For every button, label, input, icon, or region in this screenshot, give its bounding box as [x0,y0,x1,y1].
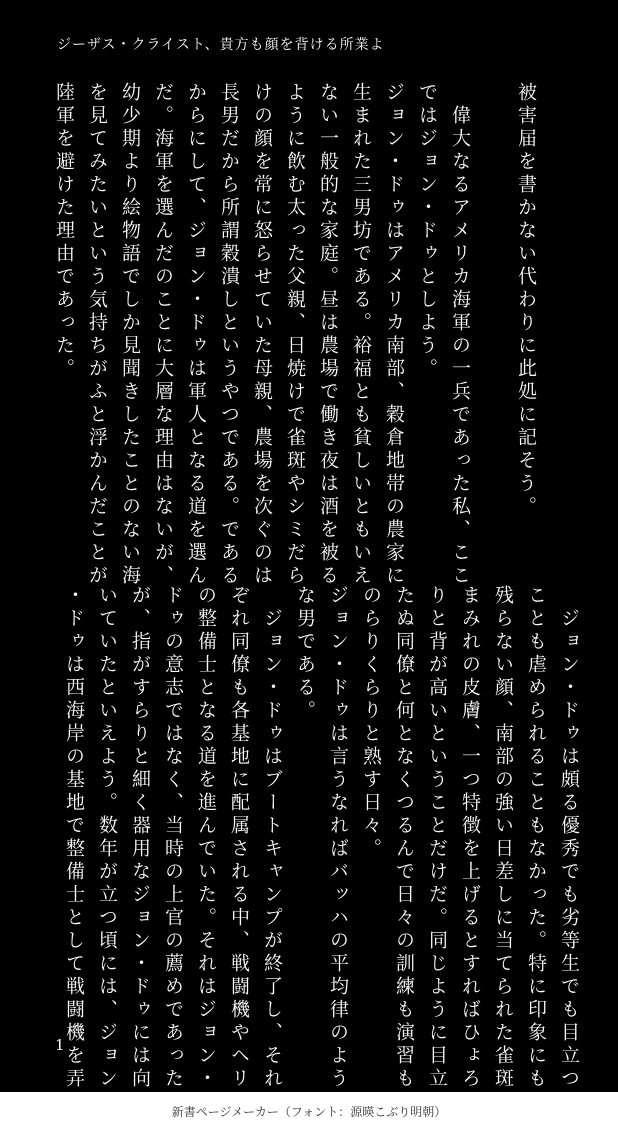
text-line: ように飲む太った父親、日焼けで雀斑やシミだら [284,82,306,588]
footer-credit: 新書ページメーカー（フォント：源暎こぶり明朝） [171,1105,447,1119]
text-line: 幼少期より絵物語でしか見聞きしたことのない海 [119,82,141,588]
text-line: な男である。 [294,585,316,723]
text-line: ジョン・ドゥはブートキャンプが終了し、それ [261,585,283,1091]
text-line: 陸軍を避けた理由であった。 [53,82,75,381]
text-line: を見てみたいという気持ちがふと浮かんだことが [86,82,108,588]
text-line: ではジョン・ドゥとしよう。 [416,82,438,381]
text-line: ジョン・ドゥはアメリカ南部、穀倉地帯の農家に [383,82,405,588]
lower-text-block [57,585,585,1091]
text-line: ない一般的な家庭。昼は農場で働き夜は酒を被る [317,82,339,588]
text-line: まみれの皮膚、一つ特徴を上げるとすればひょろ [459,585,481,1091]
page-number: 1 [55,1036,65,1054]
text-line: 被害届を書かない代わりに此処に記そう。 [515,82,537,519]
text-line: ジョン・ドゥは頗る優秀でも劣等生でも目立つ [558,585,580,1091]
text-line: からにして、ジョン・ドゥは軍人となる道を選ん [185,82,207,588]
text-line: ジョン・ドゥは言うなればバッハの平均律のよう [327,585,349,1091]
text-line: 生まれた三男坊である。裕福とも貧しいともいえ [350,82,372,588]
upper-text-block [47,82,542,588]
text-line: 長男だから所謂穀潰しというやつである。である [218,82,240,588]
text-line: が、指がすらりと細く器用なジョン・ドゥには向 [129,585,151,1091]
text-line: ことも虐められることもなかった。特に印象にも [525,585,547,1091]
text-line [476,82,509,522]
text-line: ドゥの意志ではなく、当時の上官の薦めであった [162,585,184,1091]
text-line: ・ドゥは西海岸の基地で整備士として戦闘機を弄 [63,585,85,1091]
text-line: けの顔を常に怒らせていた母親、農場を次ぐのは [251,82,273,588]
text-line: 偉大なるアメリカ海軍の一兵であった私、ここ [449,82,471,588]
text-line: の整備士となる道を進んでいた。それはジョン・ [195,585,217,1091]
text-line: のらりくらりと熟す日々。 [360,585,382,861]
text-line: だ。海軍を選んだのことに大層な理由はないが、 [152,82,174,588]
text-line: ぞれ同僚も各基地に配属される中、戦闘機やヘリ [228,585,250,1091]
text-line: りと背が高いということだけだ。同じように目立 [426,585,448,1091]
text-line: いていたといえよう。数年が立つ頃には、ジョン [96,585,118,1091]
text-line: たぬ同僚と何となくつるんで日々の訓練も演習も [393,585,415,1091]
page-header-title: ジーザス・クライスト、貴方も顔を背ける所業よ [57,37,385,53]
text-line: 残らない顔、南部の強い日差しに当てられた雀斑 [492,585,514,1091]
